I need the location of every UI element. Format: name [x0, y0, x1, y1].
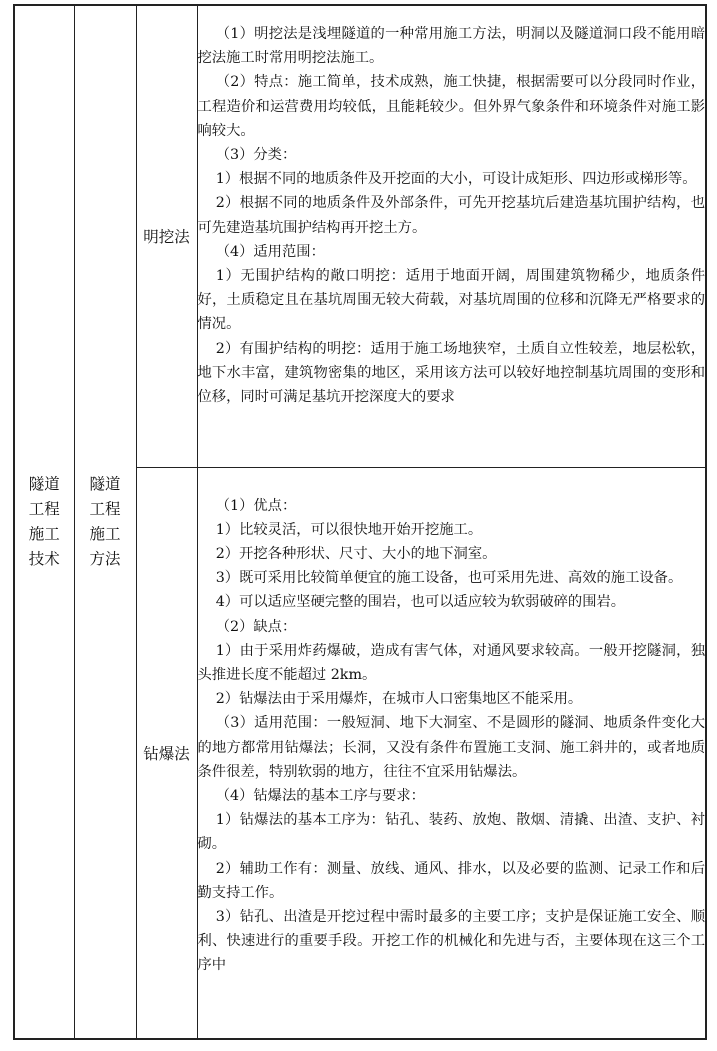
- method-description-open-cut: [197, 5, 706, 467]
- paragraph: 1）比较灵活，可以很快地开始开挖施工。: [215, 521, 483, 538]
- paragraph: 2）钻爆法由于采用爆炸，在城市人口密集地区不能采用。: [215, 691, 583, 708]
- paragraph: 1）钻爆法的基本工序为：钻孔、装药、放炮、散烟、清撬、出渣、支护、衬砌。: [197, 812, 705, 853]
- category-line: 工程: [28, 500, 60, 518]
- paragraph: （2）缺点：: [215, 618, 297, 635]
- paragraph: 1）无围护结构的敞口明挖：适用于地面开阔，周围建筑物稀少，地质条件好，土质稳定且在基坑周围无较大荷载，对基坑周围的位移和沉降无严格要求的情况。: [197, 268, 705, 333]
- paragraph: 2）开挖各种形状、尺寸、大小的地下洞室。: [215, 545, 497, 562]
- category-line: 隧道: [28, 475, 60, 493]
- method-name-drill-blast: 钻爆法: [136, 467, 197, 1039]
- table-row: [14, 5, 706, 467]
- category-line: 技术: [28, 550, 60, 568]
- paragraph: （3）分类：: [215, 147, 297, 164]
- paragraph: （1）优点：: [215, 497, 297, 514]
- paragraph: （1）明挖法是浅埋隧道的一种常用施工方法，明洞以及隧道洞口段不能用暗挖法施工时常用明挖法施工。: [197, 26, 705, 67]
- subcategory-cell: [74, 5, 136, 1039]
- paragraph: （4）钻爆法的基本工序与要求：: [215, 787, 425, 804]
- paragraph: 1）由于采用炸药爆破，造成有害气体，对通风要求较高。一般开挖隧洞，独头推进长度不能超过 2km。: [197, 642, 705, 683]
- method-description-drill-blast: [197, 467, 706, 1039]
- paragraph: 4）可以适应坚硬完整的围岩，也可以适应较为软弱破碎的围岩。: [215, 594, 626, 611]
- subcategory-line: 施工: [89, 525, 121, 543]
- construction-methods-table: [13, 4, 707, 1040]
- paragraph: 2）根据不同的地质条件及外部条件，可先开挖基坑后建造基坑围护结构，也可先建造基坑围护结构再开挖土方。: [197, 195, 705, 236]
- paragraph: 1）根据不同的地质条件及开挖面的大小，可设计成矩形、四边形或梯形等。: [215, 171, 697, 188]
- paragraph: 2）辅助工作有：测量、放线、通风、排水，以及必要的监测、记录工作和后勤支持工作。: [197, 860, 705, 901]
- paragraph: （2）特点：施工简单，技术成熟，施工快捷，根据需要可以分段同时作业，工程造价和运营费用均较低，且能耗较少。但外界气象条件和环境条件对施工影响较大。: [197, 74, 705, 139]
- method-name-open-cut: 明挖法: [136, 5, 197, 467]
- paragraph: （3）适用范围：一般短洞、地下大洞室、不是圆形的隧洞、地质条件变化大的地方都常用钻爆法；长洞，又没有条件布置施工支洞、施工斜井的，或者地质条件很差，特别软弱的地方，往往不宜采用钻爆法。: [197, 715, 705, 780]
- paragraph: 3）钻孔、出渣是开挖过程中需时最多的主要工序；支护是保证施工安全、顺利、快速进行的重要手段。开挖工作的机械化和先进与否，主要体现在这三个工序中: [197, 908, 705, 974]
- subcategory-line: 方法: [89, 550, 121, 568]
- subcategory-line: 工程: [89, 500, 121, 518]
- category-cell: [14, 5, 74, 1039]
- category-line: 施工: [28, 525, 60, 543]
- subcategory-line: 隧道: [89, 475, 121, 493]
- paragraph: 2）有围护结构的明挖：适用于施工场地狭窄，土质自立性较差，地层松软，地下水丰富，建筑物密集的地区，采用该方法可以较好地控制基坑周围的变形和位移，同时可满足基坑开挖深度大的要求: [197, 340, 705, 406]
- paragraph: （4）适用范围：: [215, 243, 325, 260]
- paragraph: 3）既可采用比较简单便宜的施工设备，也可采用先进、高效的施工设备。: [215, 570, 683, 587]
